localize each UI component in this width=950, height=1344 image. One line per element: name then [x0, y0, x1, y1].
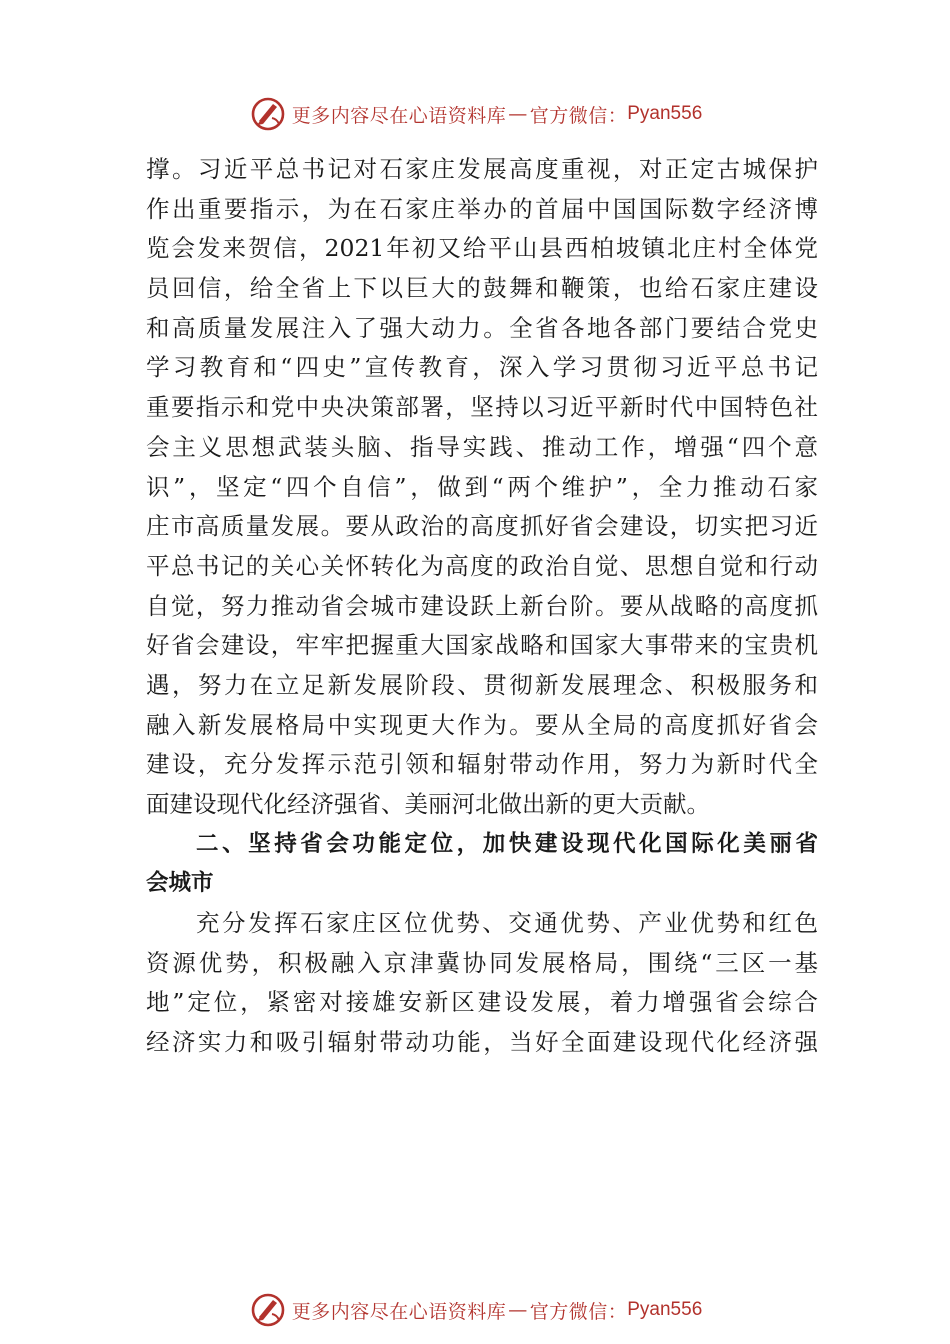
body-line: 平总书记的关心关怀转化为高度的政治自觉、思想自觉和行动	[146, 551, 818, 580]
banner-wechat-id: Pyan556	[627, 103, 703, 124]
body-line: 自觉，努力推动省会城市建设跃上新台阶。要从战略的高度抓	[146, 591, 818, 620]
body-line: 建设，充分发挥示范引领和辐射带动作用，努力为新时代全	[146, 750, 818, 779]
body-line: 地”定位，紧密对接雄安新区建设发展，着力增强省会综合	[146, 988, 818, 1017]
body-line: 撑。习近平总书记对石家庄发展高度重视，对正定古城保护	[146, 155, 818, 183]
body-line: 面建设现代化经济强省、美丽河北做出新的更大贡献。	[146, 790, 710, 818]
banner-separator: —	[508, 1299, 528, 1321]
body-line: 员回信，给全省上下以巨大的鼓舞和鞭策，也给石家庄建设	[146, 274, 818, 303]
banner-main-text: 更多内容尽在心语资料库	[291, 104, 507, 127]
section-heading: 会城市	[146, 870, 214, 897]
body-line: 充分发挥石家庄区位优势、交通优势、产业优势和红色	[196, 909, 818, 938]
body-line: 遇，努力在立足新发展阶段、贯彻新发展理念、积极服务和	[146, 670, 818, 699]
banner-wechat-label: 官方微信：	[529, 1300, 628, 1323]
body-line: 会主义思想武装头脑、指导实践、推动工作，增强“四个意	[146, 432, 818, 461]
banner-wechat-label: 官方微信：	[529, 104, 628, 127]
body-line: 重要指示和党中央决策部署，坚持以习近平新时代中国特色社	[146, 393, 818, 422]
body-line: 庄市高质量发展。要从政治的高度抓好省会建设，切实把习近	[146, 512, 818, 541]
pen-seal-icon	[248, 1290, 288, 1330]
document-body	[146, 150, 818, 1063]
banner-separator: —	[508, 103, 528, 125]
footer-banner	[0, 1288, 950, 1332]
section-heading: 二、坚持省会功能定位，加快建设现代化国际化美丽省	[196, 830, 818, 857]
body-line: 好省会建设，牢牢把握重大国家战略和国家大事带来的宝贵机	[146, 631, 818, 660]
body-line: 经济实力和吸引辐射带动功能，当好全面建设现代化经济强	[146, 1028, 818, 1057]
body-line: 和高质量发展注入了强大动力。全省各地各部门要结合党史	[146, 313, 818, 342]
body-line: 览会发来贺信，2021年初又给平山县西柏坡镇北庄村全体党	[146, 234, 818, 263]
body-line: 作出重要指示，为在石家庄举办的首届中国国际数字经济博	[146, 194, 818, 223]
banner-wechat-id: Pyan556	[627, 1299, 703, 1320]
body-line: 学习教育和“四史”宣传教育，深入学习贯彻习近平总书记	[146, 353, 818, 382]
pen-seal-icon	[248, 94, 288, 134]
banner-main-text: 更多内容尽在心语资料库	[291, 1300, 507, 1323]
body-line: 资源优势，积极融入京津冀协同发展格局，围绕“三区一基	[146, 948, 818, 977]
body-line: 识”，坚定“四个自信”，做到“两个维护”，全力推动石家	[146, 472, 818, 501]
header-banner	[0, 92, 950, 136]
body-line: 融入新发展格局中实现更大作为。要从全局的高度抓好省会	[146, 710, 818, 739]
